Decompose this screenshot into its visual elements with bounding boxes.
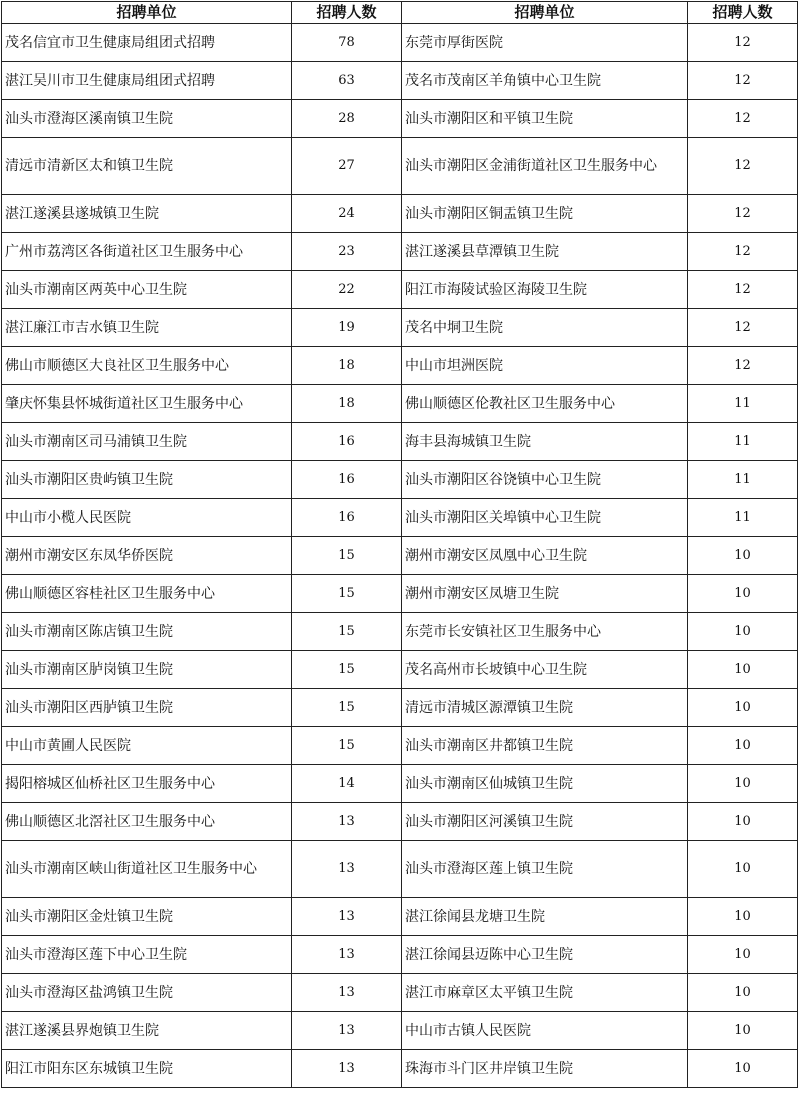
table-row [2, 62, 798, 100]
table-row [2, 537, 798, 575]
header-right-unit: 招聘单位 [402, 2, 688, 24]
table-row [2, 727, 798, 765]
left-unit-cell: 肇庆怀集县怀城街道社区卫生服务中心 [2, 385, 292, 423]
table-row [2, 309, 798, 347]
left-unit-cell: 汕头市澄海区盐鸿镇卫生院 [2, 974, 292, 1012]
right-unit-cell: 潮州市潮安区凤塘卫生院 [402, 575, 688, 613]
right-unit-cell: 汕头市潮南区仙城镇卫生院 [402, 765, 688, 803]
right-unit-cell: 汕头市潮阳区关埠镇中心卫生院 [402, 499, 688, 537]
left-unit-cell: 汕头市潮阳区金灶镇卫生院 [2, 898, 292, 936]
right-unit-cell: 清远市清城区源潭镇卫生院 [402, 689, 688, 727]
left-unit-cell: 佛山顺德区容桂社区卫生服务中心 [2, 575, 292, 613]
left-count-cell: 78 [292, 24, 402, 62]
table-row [2, 1012, 798, 1050]
right-unit-cell: 湛江徐闻县龙塘卫生院 [402, 898, 688, 936]
table-row [2, 195, 798, 233]
right-count-cell: 12 [688, 195, 798, 233]
table-row [2, 613, 798, 651]
left-unit-cell: 汕头市潮南区司马浦镇卫生院 [2, 423, 292, 461]
table-row [2, 651, 798, 689]
left-unit-cell: 潮州市潮安区东凤华侨医院 [2, 537, 292, 575]
right-unit-cell: 中山市古镇人民医院 [402, 1012, 688, 1050]
left-unit-cell: 湛江遂溪县遂城镇卫生院 [2, 195, 292, 233]
left-count-cell: 18 [292, 347, 402, 385]
table-row [2, 974, 798, 1012]
table-row [2, 765, 798, 803]
header-right-count: 招聘人数 [688, 2, 798, 24]
table-row [2, 803, 798, 841]
header-row [2, 2, 798, 24]
table-row [2, 385, 798, 423]
left-unit-cell: 中山市小榄人民医院 [2, 499, 292, 537]
right-count-cell: 11 [688, 385, 798, 423]
left-count-cell: 13 [292, 1050, 402, 1088]
right-count-cell: 10 [688, 1012, 798, 1050]
right-count-cell: 12 [688, 347, 798, 385]
left-count-cell: 13 [292, 803, 402, 841]
right-unit-cell: 湛江市麻章区太平镇卫生院 [402, 974, 688, 1012]
left-count-cell: 22 [292, 271, 402, 309]
right-unit-cell: 潮州市潮安区凤凰中心卫生院 [402, 537, 688, 575]
right-unit-cell: 汕头市潮阳区金浦街道社区卫生服务中心 [402, 138, 688, 195]
table-row [2, 271, 798, 309]
table-row [2, 138, 798, 195]
left-count-cell: 16 [292, 461, 402, 499]
right-count-cell: 11 [688, 499, 798, 537]
left-unit-cell: 湛江吴川市卫生健康局组团式招聘 [2, 62, 292, 100]
left-count-cell: 23 [292, 233, 402, 271]
left-count-cell: 13 [292, 936, 402, 974]
left-count-cell: 19 [292, 309, 402, 347]
left-count-cell: 27 [292, 138, 402, 195]
left-count-cell: 16 [292, 423, 402, 461]
right-unit-cell: 汕头市潮阳区和平镇卫生院 [402, 100, 688, 138]
table-row [2, 936, 798, 974]
right-unit-cell: 中山市坦洲医院 [402, 347, 688, 385]
right-count-cell: 11 [688, 423, 798, 461]
left-count-cell: 13 [292, 1012, 402, 1050]
left-unit-cell: 湛江遂溪县界炮镇卫生院 [2, 1012, 292, 1050]
left-count-cell: 28 [292, 100, 402, 138]
right-unit-cell: 汕头市潮南区井都镇卫生院 [402, 727, 688, 765]
left-unit-cell: 茂名信宜市卫生健康局组团式招聘 [2, 24, 292, 62]
right-count-cell: 10 [688, 841, 798, 898]
table-row [2, 347, 798, 385]
right-count-cell: 12 [688, 233, 798, 271]
right-unit-cell: 佛山顺德区伦教社区卫生服务中心 [402, 385, 688, 423]
right-count-cell: 12 [688, 24, 798, 62]
table-row [2, 499, 798, 537]
table-row [2, 898, 798, 936]
right-unit-cell: 茂名市茂南区羊角镇中心卫生院 [402, 62, 688, 100]
right-unit-cell: 汕头市潮阳区谷饶镇中心卫生院 [402, 461, 688, 499]
left-unit-cell: 佛山市顺德区大良社区卫生服务中心 [2, 347, 292, 385]
left-count-cell: 63 [292, 62, 402, 100]
right-count-cell: 12 [688, 138, 798, 195]
right-count-cell: 11 [688, 461, 798, 499]
left-unit-cell: 汕头市澄海区溪南镇卫生院 [2, 100, 292, 138]
right-count-cell: 12 [688, 271, 798, 309]
left-count-cell: 15 [292, 613, 402, 651]
right-unit-cell: 汕头市潮阳区河溪镇卫生院 [402, 803, 688, 841]
left-unit-cell: 清远市清新区太和镇卫生院 [2, 138, 292, 195]
table-row [2, 1050, 798, 1088]
right-count-cell: 10 [688, 936, 798, 974]
table-row [2, 461, 798, 499]
left-unit-cell: 汕头市潮阳区贵屿镇卫生院 [2, 461, 292, 499]
left-unit-cell: 汕头市潮南区两英中心卫生院 [2, 271, 292, 309]
right-unit-cell: 东莞市长安镇社区卫生服务中心 [402, 613, 688, 651]
left-unit-cell: 汕头市潮南区陈店镇卫生院 [2, 613, 292, 651]
left-count-cell: 16 [292, 499, 402, 537]
table-row [2, 423, 798, 461]
right-unit-cell: 汕头市潮阳区铜盂镇卫生院 [402, 195, 688, 233]
left-unit-cell: 中山市黄圃人民医院 [2, 727, 292, 765]
right-count-cell: 12 [688, 100, 798, 138]
header-left-unit: 招聘单位 [2, 2, 292, 24]
right-count-cell: 10 [688, 727, 798, 765]
table-row [2, 575, 798, 613]
right-unit-cell: 东莞市厚街医院 [402, 24, 688, 62]
left-unit-cell: 阳江市阳东区东城镇卫生院 [2, 1050, 292, 1088]
recruitment-table [1, 1, 798, 1088]
left-unit-cell: 汕头市潮南区胪岗镇卫生院 [2, 651, 292, 689]
table-body [2, 24, 798, 1088]
right-count-cell: 10 [688, 537, 798, 575]
left-unit-cell: 汕头市潮南区峡山街道社区卫生服务中心 [2, 841, 292, 898]
right-count-cell: 10 [688, 613, 798, 651]
right-unit-cell: 汕头市澄海区莲上镇卫生院 [402, 841, 688, 898]
right-count-cell: 10 [688, 651, 798, 689]
left-unit-cell: 揭阳榕城区仙桥社区卫生服务中心 [2, 765, 292, 803]
right-unit-cell: 湛江遂溪县草潭镇卫生院 [402, 233, 688, 271]
left-unit-cell: 湛江廉江市吉水镇卫生院 [2, 309, 292, 347]
right-count-cell: 10 [688, 575, 798, 613]
table-row [2, 841, 798, 898]
right-count-cell: 10 [688, 765, 798, 803]
right-unit-cell: 湛江徐闻县迈陈中心卫生院 [402, 936, 688, 974]
left-count-cell: 14 [292, 765, 402, 803]
left-unit-cell: 广州市荔湾区各街道社区卫生服务中心 [2, 233, 292, 271]
left-count-cell: 13 [292, 841, 402, 898]
table-row [2, 100, 798, 138]
right-unit-cell: 阳江市海陵试验区海陵卫生院 [402, 271, 688, 309]
left-count-cell: 15 [292, 727, 402, 765]
right-unit-cell: 茂名高州市长坡镇中心卫生院 [402, 651, 688, 689]
right-unit-cell: 珠海市斗门区井岸镇卫生院 [402, 1050, 688, 1088]
table-row [2, 689, 798, 727]
left-count-cell: 15 [292, 537, 402, 575]
left-count-cell: 15 [292, 575, 402, 613]
right-count-cell: 10 [688, 803, 798, 841]
right-unit-cell: 海丰县海城镇卫生院 [402, 423, 688, 461]
right-count-cell: 10 [688, 898, 798, 936]
right-count-cell: 10 [688, 1050, 798, 1088]
left-count-cell: 15 [292, 689, 402, 727]
left-count-cell: 13 [292, 974, 402, 1012]
left-count-cell: 18 [292, 385, 402, 423]
right-unit-cell: 茂名中垌卫生院 [402, 309, 688, 347]
left-count-cell: 24 [292, 195, 402, 233]
left-unit-cell: 佛山顺德区北滘社区卫生服务中心 [2, 803, 292, 841]
right-count-cell: 12 [688, 309, 798, 347]
right-count-cell: 10 [688, 689, 798, 727]
left-count-cell: 13 [292, 898, 402, 936]
header-left-count: 招聘人数 [292, 2, 402, 24]
left-unit-cell: 汕头市潮阳区西胪镇卫生院 [2, 689, 292, 727]
table-row [2, 24, 798, 62]
right-count-cell: 12 [688, 62, 798, 100]
table-row [2, 233, 798, 271]
left-unit-cell: 汕头市澄海区莲下中心卫生院 [2, 936, 292, 974]
right-count-cell: 10 [688, 974, 798, 1012]
left-count-cell: 15 [292, 651, 402, 689]
